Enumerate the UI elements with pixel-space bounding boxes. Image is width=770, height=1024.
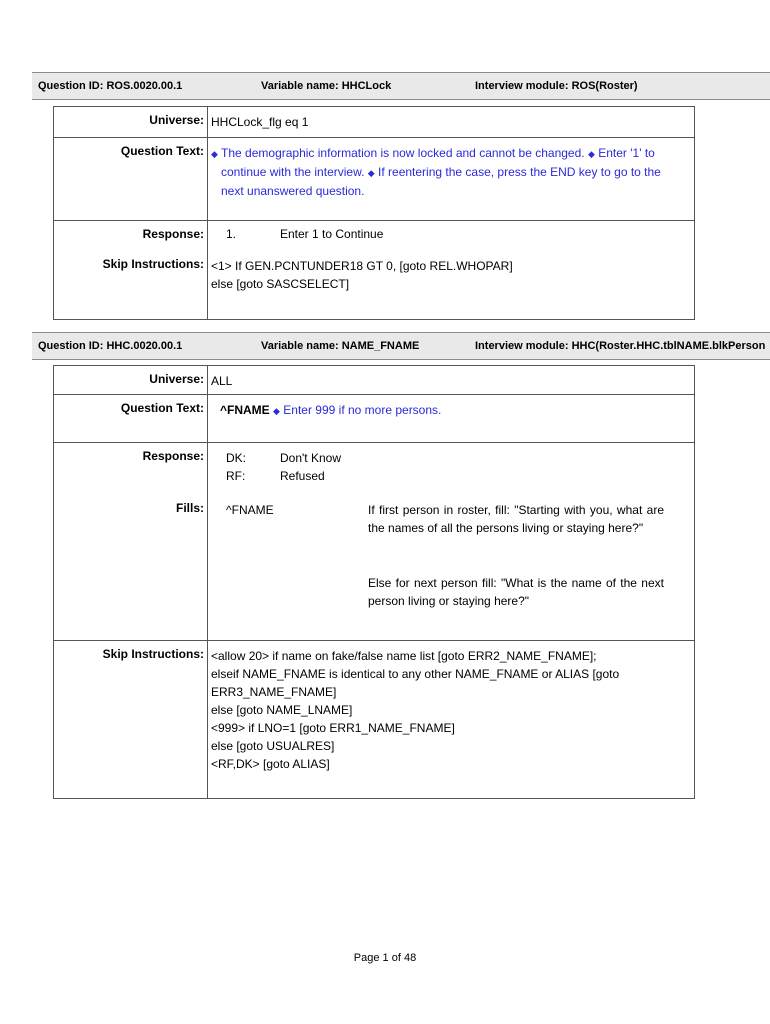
response-text: Refused (280, 469, 325, 483)
skip-value (211, 647, 684, 773)
question-text-part: If reentering the case, press the END key to go to the next unanswered question. (221, 165, 661, 198)
skip-value (211, 257, 684, 293)
question-box (53, 365, 695, 799)
skip-row (54, 641, 694, 798)
universe-value: HHCLock_flg eq 1 (211, 115, 309, 129)
response-text: Don't Know (280, 451, 341, 465)
question-header (32, 72, 770, 100)
diamond-arrow-icon: ◆ (211, 149, 218, 159)
skip-line: elseif NAME_FNAME is identical to any other NAME_FNAME or ALIAS [goto (211, 667, 620, 681)
fills-label: Fills: (175, 501, 204, 515)
response-code: DK: (226, 451, 247, 465)
variable-name: Variable name: NAME_FNAME (261, 340, 420, 352)
response-text: Enter 1 to Continue (280, 227, 384, 241)
skip-row (54, 251, 694, 319)
universe-row (54, 366, 694, 395)
response-label: Response: (142, 227, 204, 241)
question-box (53, 106, 695, 320)
response-number: 1. (226, 227, 237, 241)
fill-name: ^FNAME (226, 503, 274, 517)
skip-label: Skip Instructions: (102, 647, 204, 661)
question-text-label: Question Text: (120, 401, 204, 415)
skip-line: <RF,DK> [goto ALIAS] (211, 757, 330, 771)
skip-line: <1> If GEN.PCNTUNDER18 GT 0, [goto REL.WHOPAR] (211, 259, 513, 273)
fill-variable: ^FNAME (220, 403, 270, 417)
question-text-part: Enter '1' to continue with the interview. (221, 146, 655, 179)
response-code: RF: (226, 469, 246, 483)
question-text-part: The demographic information is now locked and cannot be changed. (221, 146, 585, 160)
universe-label: Universe: (149, 113, 204, 127)
fill-note: If first person in roster, fill: "Starting with you, what are the names of all the persons living or staying here?" (368, 503, 664, 535)
variable-name: Variable name: HHCLock (261, 80, 392, 92)
diamond-arrow-icon: ◆ (273, 406, 280, 416)
question-text-row (54, 138, 694, 221)
skip-line: else [goto USUALRES] (211, 739, 335, 753)
universe-label: Universe: (149, 372, 204, 386)
fills-row (54, 495, 694, 641)
question-instruction: Enter 999 if no more persons. (283, 403, 442, 417)
skip-line: else [goto NAME_LNAME] (211, 703, 353, 717)
skip-line: else [goto SASCSELECT] (211, 277, 350, 291)
question-header (32, 332, 770, 360)
universe-row (54, 107, 694, 138)
response-label: Response: (142, 449, 204, 463)
skip-label: Skip Instructions: (102, 257, 204, 271)
diamond-arrow-icon: ◆ (587, 149, 595, 159)
question-text-label: Question Text: (120, 144, 204, 158)
question-text-row (54, 395, 694, 443)
universe-value: ALL (211, 374, 233, 388)
question-text-value (211, 144, 684, 200)
skip-line: <999> if LNO=1 [goto ERR1_NAME_FNAME] (211, 721, 455, 735)
question-text-value (211, 401, 684, 420)
question-id: Question ID: HHC.0020.00.1 (38, 340, 183, 352)
interview-module: Interview module: HHC(Roster.HHC.tblNAME.blkPerson (475, 340, 766, 352)
question-id: Question ID: ROS.0020.00.1 (38, 80, 183, 92)
diamond-arrow-icon: ◆ (367, 168, 375, 178)
skip-line: <allow 20> if name on fake/false name list [goto ERR2_NAME_FNAME]; (211, 649, 597, 663)
fill-note: Else for next person fill: "What is the name of the next person living or staying here?" (368, 576, 664, 608)
response-row (54, 221, 694, 251)
skip-line: ERR3_NAME_FNAME] (211, 685, 337, 699)
page-number: Page 1 of 48 (353, 952, 417, 964)
response-row (54, 443, 694, 495)
interview-module: Interview module: ROS(Roster) (475, 80, 638, 92)
